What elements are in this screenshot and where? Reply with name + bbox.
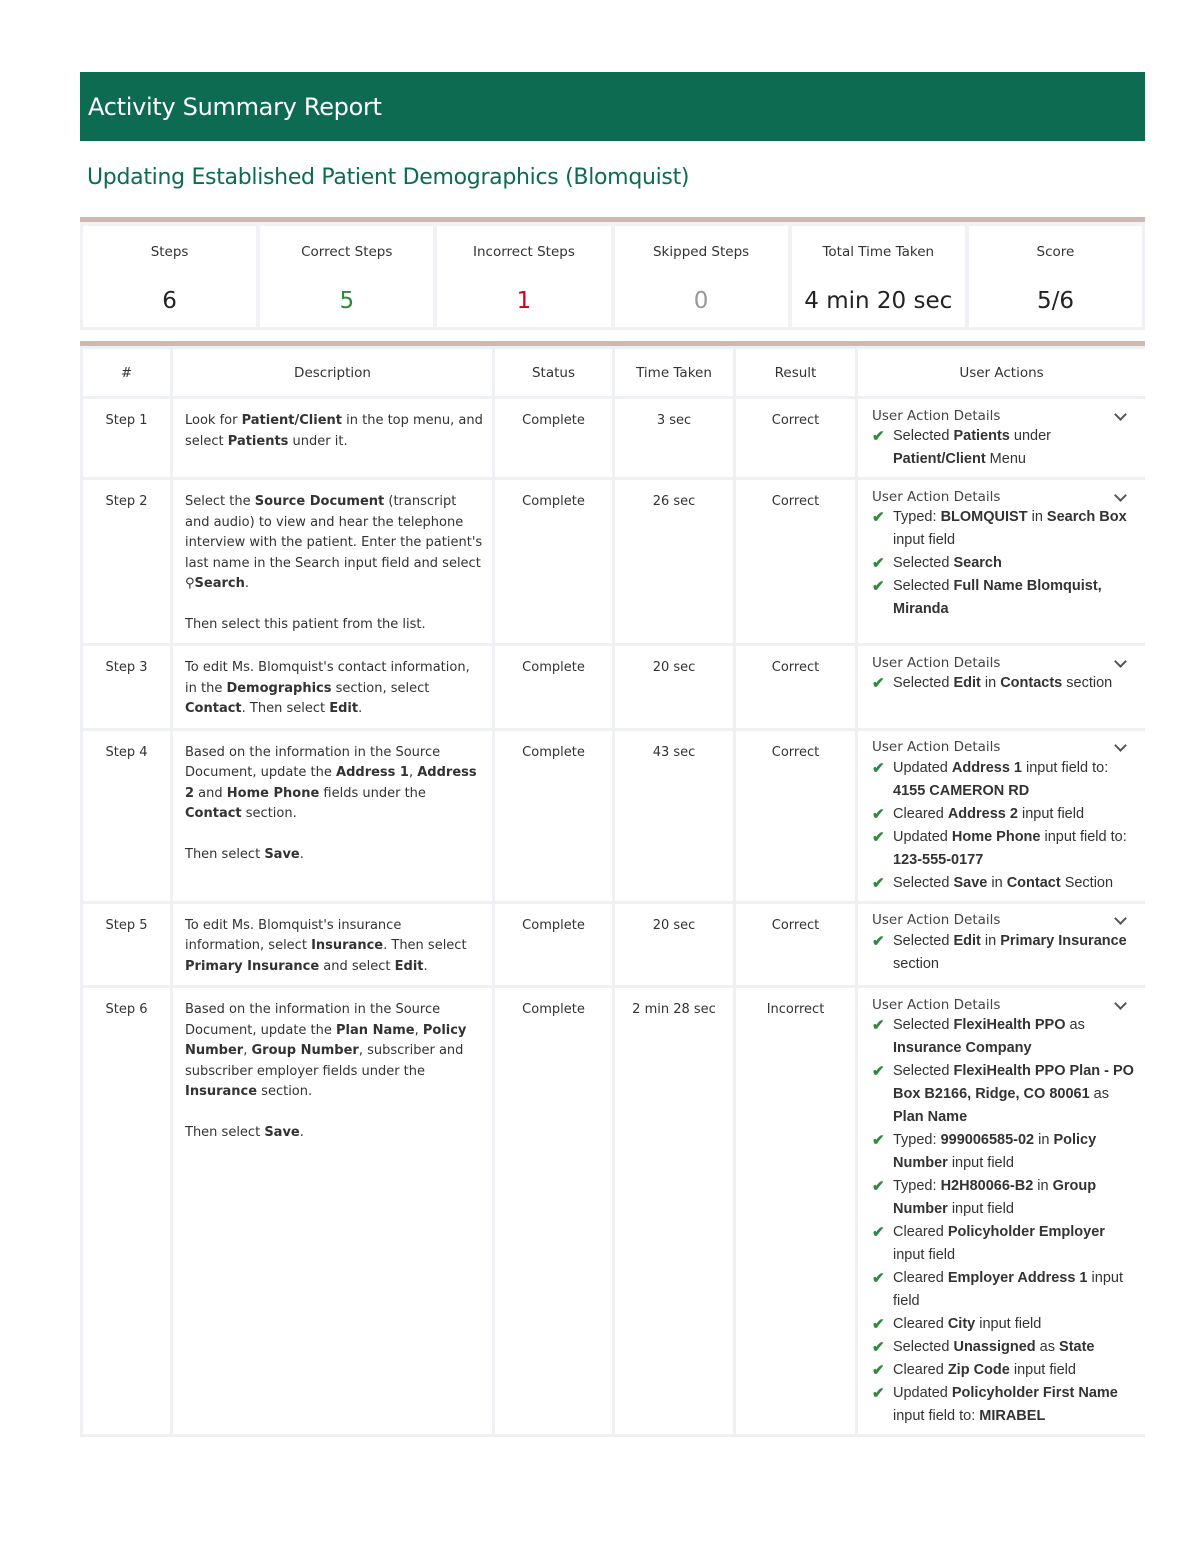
user-action-item <box>872 930 1135 976</box>
description-text: section, select <box>331 680 430 696</box>
action-text-segment: Selected <box>893 1063 954 1079</box>
user-action-text <box>893 1221 1135 1267</box>
step-time: 20 sec <box>614 645 735 730</box>
action-text-segment: Selected <box>893 1017 954 1033</box>
step-description <box>172 902 494 987</box>
description-text: fields under the <box>319 785 426 801</box>
action-text-segment: Home Phone <box>951 828 1041 845</box>
checkmark-icon: ✔ <box>872 1316 885 1333</box>
action-text-segment: input field <box>975 1316 1042 1332</box>
checkmark-icon: ✔ <box>872 1017 885 1034</box>
description-paragraph <box>185 658 484 720</box>
user-action-text <box>893 1336 1095 1359</box>
description-text: in the top menu, and select <box>185 413 483 449</box>
user-action-item <box>872 826 1135 872</box>
checkmark-icon: ✔ <box>872 428 885 445</box>
user-action-details-toggle[interactable] <box>872 996 1135 1014</box>
description-text: . <box>299 1124 304 1140</box>
user-action-details-toggle[interactable] <box>872 739 1135 757</box>
summary-time-value: 4 min 20 sec <box>804 288 953 314</box>
user-actions-cell <box>857 729 1146 902</box>
action-text-segment: Selected <box>893 578 954 594</box>
description-text: , <box>408 765 418 780</box>
action-text-segment: section <box>893 955 939 972</box>
description-text: Source Document <box>254 494 385 509</box>
step-status: Complete <box>494 902 614 987</box>
step-status: Complete <box>494 645 614 730</box>
summary-score-value: 5/6 <box>1036 288 1074 314</box>
action-text-segment: Cleared <box>893 1224 948 1240</box>
user-action-item <box>872 552 1135 575</box>
step-result: Correct <box>735 729 857 902</box>
step-status: Complete <box>494 987 614 1436</box>
user-actions-cell <box>857 398 1146 479</box>
checkmark-icon: ✔ <box>872 509 885 526</box>
user-action-item <box>872 1313 1135 1336</box>
action-text-segment: Full Name Blomquist, Miranda <box>893 578 1102 617</box>
user-actions-cell <box>857 902 1146 987</box>
action-text-segment: input field to: <box>1040 828 1127 845</box>
description-text: section. <box>241 806 297 821</box>
user-action-text <box>893 506 1135 552</box>
step-number: Step 5 <box>82 902 172 987</box>
summary-correct-value: 5 <box>339 288 355 314</box>
description-text: . <box>358 701 363 716</box>
action-text-segment: as <box>1035 1339 1060 1355</box>
step-description <box>172 729 494 902</box>
description-text: Edit <box>329 701 359 716</box>
description-text: Then select this patient from the list. <box>185 616 426 632</box>
description-paragraph <box>185 492 484 595</box>
action-text-segment: Address 2 <box>947 805 1018 822</box>
action-text-segment: Typed: <box>893 1178 941 1194</box>
user-action-item <box>872 1382 1135 1428</box>
summary-steps-value: 6 <box>162 288 177 314</box>
step-result: Correct <box>735 479 857 645</box>
description-text: Insurance <box>311 938 384 953</box>
checkmark-icon: ✔ <box>872 675 885 692</box>
table-row <box>82 398 1146 479</box>
action-text-segment: BLOMQUIST <box>940 509 1028 525</box>
summary-time-label: Total Time Taken <box>822 244 935 260</box>
step-number: Step 2 <box>82 479 172 645</box>
user-action-details-toggle[interactable] <box>872 488 1135 506</box>
summary-time <box>792 226 965 327</box>
checkmark-icon: ✔ <box>872 1224 885 1241</box>
action-text-segment: H2H80066-B2 <box>940 1178 1034 1194</box>
checkmark-icon: ✔ <box>872 932 885 950</box>
step-time: 26 sec <box>614 479 735 645</box>
chevron-down-icon[interactable] <box>1114 739 1127 752</box>
action-text-segment: input field <box>893 532 956 548</box>
summary-incorrect-label: Incorrect Steps <box>472 244 575 260</box>
step-time: 3 sec <box>614 398 735 479</box>
description-text: Based on the information in the Source Document, update the <box>185 1002 441 1038</box>
description-text: Then select <box>185 1124 265 1140</box>
user-action-details-toggle[interactable] <box>872 912 1135 930</box>
checkmark-icon: ✔ <box>872 1178 885 1195</box>
action-text-segment: input field <box>893 1247 956 1263</box>
action-text-segment: Address 1 <box>951 759 1022 776</box>
description-text: Demographics <box>226 680 332 696</box>
action-text-segment: Insurance Company <box>893 1040 1032 1056</box>
description-text: (transcript and audio) to view and hear the telephone interview with the patient. Enter the patient's last name in the Search input field and select <box>185 494 483 571</box>
description-text: Primary Insurance <box>185 958 320 974</box>
checkmark-icon: ✔ <box>872 578 885 595</box>
chevron-down-icon[interactable] <box>1114 489 1127 502</box>
user-action-text <box>893 872 1113 895</box>
step-description <box>172 398 494 479</box>
user-actions-cell <box>857 479 1146 645</box>
action-text-segment: Cleared <box>893 805 948 822</box>
step-description <box>172 645 494 730</box>
user-actions-cell <box>857 987 1146 1436</box>
steps-table-container <box>80 341 1145 1501</box>
col-header-time: Time Taken <box>614 348 735 398</box>
user-action-item <box>872 1221 1135 1267</box>
checkmark-icon: ✔ <box>872 759 885 777</box>
description-paragraph <box>185 1000 484 1103</box>
table-header-row <box>82 348 1146 398</box>
description-text: Look for <box>185 413 242 428</box>
description-paragraph <box>185 615 484 636</box>
checkmark-icon: ✔ <box>872 1339 885 1356</box>
description-text: and select <box>319 958 395 974</box>
step-number: Step 4 <box>82 729 172 902</box>
description-text: To edit Ms. Blomquist's insurance information, select <box>185 917 402 953</box>
action-text-segment: Selected <box>893 932 954 949</box>
user-action-details-label: User Action Details <box>872 912 1001 929</box>
description-text: Home Phone <box>226 785 320 801</box>
step-status: Complete <box>494 398 614 479</box>
action-text-segment: 999006585-02 <box>940 1132 1035 1148</box>
description-text: Policy Number <box>185 1022 467 1058</box>
action-text-segment: Plan Name <box>893 1109 968 1125</box>
user-action-item <box>872 1129 1135 1175</box>
user-action-text <box>893 803 1084 826</box>
col-header-result: Result <box>735 348 857 398</box>
action-text-segment: input field <box>1017 805 1085 822</box>
table-row <box>82 645 1146 730</box>
description-text: Contact <box>185 701 242 716</box>
action-text-segment: input field <box>947 1201 1014 1217</box>
step-result: Correct <box>735 398 857 479</box>
checkmark-icon: ✔ <box>872 1362 885 1379</box>
action-text-segment: input field <box>893 1270 1123 1309</box>
step-status: Complete <box>494 479 614 645</box>
action-text-segment: Cleared <box>893 1362 948 1378</box>
user-action-text <box>893 1060 1135 1129</box>
summary-incorrect <box>437 226 610 327</box>
action-text-segment: Policyholder Employer <box>947 1224 1105 1240</box>
description-text: To edit Ms. Blomquist's contact information, in the <box>185 660 470 696</box>
action-text-segment: Selected <box>893 675 954 691</box>
user-action-item <box>872 672 1135 695</box>
report-title: Activity Summary Report <box>88 92 382 121</box>
chevron-down-icon[interactable] <box>1114 408 1127 421</box>
user-action-details-label: User Action Details <box>872 654 1001 671</box>
summary-skipped-label: Skipped Steps <box>652 244 750 260</box>
summary-score <box>969 226 1142 327</box>
action-text-segment: Search <box>953 555 1002 571</box>
user-action-text <box>893 930 1135 976</box>
description-text: Group Number <box>251 1043 359 1058</box>
action-text-segment: section <box>1062 675 1113 691</box>
table-row <box>82 729 1146 902</box>
user-action-text <box>893 757 1135 803</box>
action-text-segment: in <box>1033 1178 1053 1194</box>
step-description <box>172 987 494 1436</box>
description-text: Save <box>264 846 300 862</box>
user-action-details-label: User Action Details <box>872 739 1001 756</box>
user-action-details-label: User Action Details <box>872 996 1001 1013</box>
col-header-status: Status <box>494 348 614 398</box>
action-text-segment: Policy Number <box>893 1132 1097 1171</box>
user-action-text <box>893 575 1135 621</box>
action-text-segment: input field to: <box>1021 759 1109 776</box>
action-text-segment: Patients <box>953 428 1010 444</box>
action-text-segment: Section <box>1060 874 1114 891</box>
step-result: Correct <box>735 902 857 987</box>
user-action-details-label: User Action Details <box>872 488 1001 505</box>
user-action-item <box>872 1060 1135 1129</box>
table-row <box>82 479 1146 645</box>
action-text-segment: Menu <box>985 451 1026 467</box>
action-text-segment: input field <box>1009 1362 1076 1378</box>
user-action-text <box>893 1175 1135 1221</box>
action-text-segment: Cleared <box>893 1270 948 1286</box>
action-text-segment: Patient/Client <box>893 451 986 467</box>
description-text: and <box>194 785 227 801</box>
action-text-segment: under <box>1009 428 1052 444</box>
user-action-item <box>872 1175 1135 1221</box>
action-text-segment: Typed: <box>893 509 941 525</box>
action-text-segment: Selected <box>893 874 954 891</box>
step-description <box>172 479 494 645</box>
action-text-segment: 123-555-0177 <box>893 851 984 868</box>
user-action-item <box>872 425 1135 471</box>
user-action-item <box>872 575 1135 621</box>
description-paragraph <box>185 916 484 978</box>
user-action-item <box>872 803 1135 826</box>
action-text-segment: as <box>1089 1086 1109 1102</box>
chevron-down-icon[interactable] <box>1114 912 1127 925</box>
action-text-segment: Selected <box>893 555 954 571</box>
user-action-item <box>872 1014 1135 1060</box>
step-number: Step 3 <box>82 645 172 730</box>
user-action-item <box>872 757 1135 803</box>
table-row <box>82 987 1146 1436</box>
description-text: Search <box>194 576 245 591</box>
action-text-segment: Group Number <box>893 1178 1097 1217</box>
checkmark-icon: ✔ <box>872 1385 885 1402</box>
description-text: Insurance <box>185 1084 258 1099</box>
action-text-segment: 4155 CAMERON RD <box>893 782 1030 799</box>
checkmark-icon: ✔ <box>872 1063 885 1080</box>
user-action-text <box>893 1382 1135 1428</box>
summary-steps <box>83 226 256 327</box>
action-text-segment: State <box>1059 1339 1095 1355</box>
user-action-item <box>872 1359 1135 1382</box>
description-text: Address 1 <box>336 765 409 780</box>
action-text-segment: in <box>980 932 1001 949</box>
summary-panel <box>80 217 1145 330</box>
step-status: Complete <box>494 729 614 902</box>
location-pin-icon: ⚲ <box>185 576 195 591</box>
user-action-text <box>893 1313 1041 1336</box>
description-text: , <box>243 1043 252 1058</box>
action-text-segment: Employer Address 1 <box>947 1270 1088 1286</box>
action-text-segment: FlexiHealth PPO Plan - PO Box B2166, Ridge, CO 80061 <box>893 1063 1134 1102</box>
action-text-segment: Typed: <box>893 1132 941 1148</box>
user-action-text <box>893 1129 1135 1175</box>
description-text: Edit <box>394 958 424 974</box>
user-action-details-toggle[interactable] <box>872 407 1135 425</box>
description-paragraph <box>185 1123 484 1144</box>
action-text-segment: City <box>947 1316 976 1332</box>
checkmark-icon: ✔ <box>872 828 885 846</box>
description-text: Patient/Client <box>241 413 342 428</box>
user-action-text <box>893 425 1135 471</box>
summary-correct <box>260 226 433 327</box>
action-text-segment: Selected <box>893 428 954 444</box>
user-action-text <box>893 826 1135 872</box>
action-text-segment: Updated <box>893 828 952 845</box>
report-header <box>80 72 1145 141</box>
user-action-item <box>872 1267 1135 1313</box>
user-action-details-toggle[interactable] <box>872 654 1135 672</box>
col-header-actions: User Actions <box>857 348 1146 398</box>
description-text: Based on the information in the Source Document, update the <box>185 744 441 780</box>
description-text: Address 2 <box>185 765 477 801</box>
summary-incorrect-value: 1 <box>516 288 532 314</box>
checkmark-icon: ✔ <box>872 874 885 892</box>
user-action-item <box>872 1336 1135 1359</box>
user-action-text <box>893 552 1002 575</box>
action-text-segment: as <box>1065 1017 1085 1033</box>
description-text: Then select <box>185 846 265 862</box>
action-text-segment: Primary Insurance <box>1000 932 1127 949</box>
description-text: . <box>244 576 249 591</box>
action-text-segment: in <box>1034 1132 1054 1148</box>
step-number: Step 1 <box>82 398 172 479</box>
action-text-segment: Updated <box>893 759 952 776</box>
step-result: Incorrect <box>735 987 857 1436</box>
action-text-segment: Contact <box>1006 874 1061 891</box>
description-text: . <box>423 958 428 974</box>
action-text-segment: Contacts <box>1000 675 1063 691</box>
table-row <box>82 902 1146 987</box>
action-text-segment: in <box>987 874 1007 891</box>
steps-table <box>80 346 1145 1437</box>
user-action-text <box>893 1359 1076 1382</box>
action-text-segment: Selected <box>893 1339 954 1355</box>
summary-steps-label: Steps <box>150 244 189 260</box>
description-text: . Then select <box>383 938 467 953</box>
action-text-segment: Search Box <box>1046 509 1127 525</box>
action-text-segment: MIRABEL <box>979 1408 1046 1424</box>
description-text: , <box>414 1022 423 1038</box>
description-paragraph <box>185 743 484 825</box>
description-text: . Then select <box>241 701 330 716</box>
user-action-text <box>893 672 1112 695</box>
action-text-segment: Unassigned <box>953 1339 1036 1355</box>
action-text-segment: FlexiHealth PPO <box>953 1017 1066 1033</box>
action-text-segment: Updated <box>893 1385 952 1401</box>
description-paragraph <box>185 845 484 866</box>
summary-score-label: Score <box>1036 244 1075 260</box>
step-result: Correct <box>735 645 857 730</box>
checkmark-icon: ✔ <box>872 805 885 823</box>
user-actions-cell <box>857 645 1146 730</box>
description-text: Patients <box>227 433 289 449</box>
user-action-text <box>893 1267 1135 1313</box>
action-text-segment: Policyholder First Name <box>951 1385 1118 1401</box>
chevron-down-icon[interactable] <box>1114 655 1127 668</box>
user-action-details-label: User Action Details <box>872 407 1001 424</box>
step-time: 20 sec <box>614 902 735 987</box>
user-action-text <box>893 1014 1135 1060</box>
step-time: 43 sec <box>614 729 735 902</box>
description-text: . <box>299 846 304 862</box>
description-text: under it. <box>288 433 348 449</box>
checkmark-icon: ✔ <box>872 1270 885 1287</box>
summary-correct-label: Correct Steps <box>301 244 393 260</box>
action-text-segment: Edit <box>953 675 981 691</box>
action-text-segment: Zip Code <box>947 1362 1010 1378</box>
description-text: Select the <box>185 494 255 509</box>
action-text-segment: in <box>980 675 1001 691</box>
step-number: Step 6 <box>82 987 172 1436</box>
chevron-down-icon[interactable] <box>1114 997 1127 1010</box>
action-text-segment: input field to: <box>893 1408 980 1424</box>
user-action-item <box>872 506 1135 552</box>
user-action-item <box>872 872 1135 895</box>
action-text-segment: in <box>1027 509 1047 525</box>
action-text-segment: Cleared <box>893 1316 948 1332</box>
step-time: 2 min 28 sec <box>614 987 735 1436</box>
col-header-description: Description <box>172 348 494 398</box>
summary-skipped-value: 0 <box>693 288 709 314</box>
description-text: Contact <box>185 806 242 821</box>
description-text: Plan Name <box>336 1022 415 1038</box>
action-text-segment: Edit <box>953 932 981 949</box>
description-text: Save <box>264 1124 300 1140</box>
activity-title: Updating Established Patient Demographics (Blomquist) <box>87 165 690 190</box>
summary-skipped <box>615 226 788 327</box>
checkmark-icon: ✔ <box>872 1132 885 1149</box>
description-paragraph <box>185 411 484 452</box>
action-text-segment: Save <box>953 874 988 891</box>
description-text: section. <box>257 1084 313 1099</box>
action-text-segment: input field <box>947 1155 1014 1171</box>
col-header-num: # <box>82 348 172 398</box>
checkmark-icon: ✔ <box>872 555 885 572</box>
description-text: , subscriber and subscriber employer fields under the <box>185 1043 464 1079</box>
